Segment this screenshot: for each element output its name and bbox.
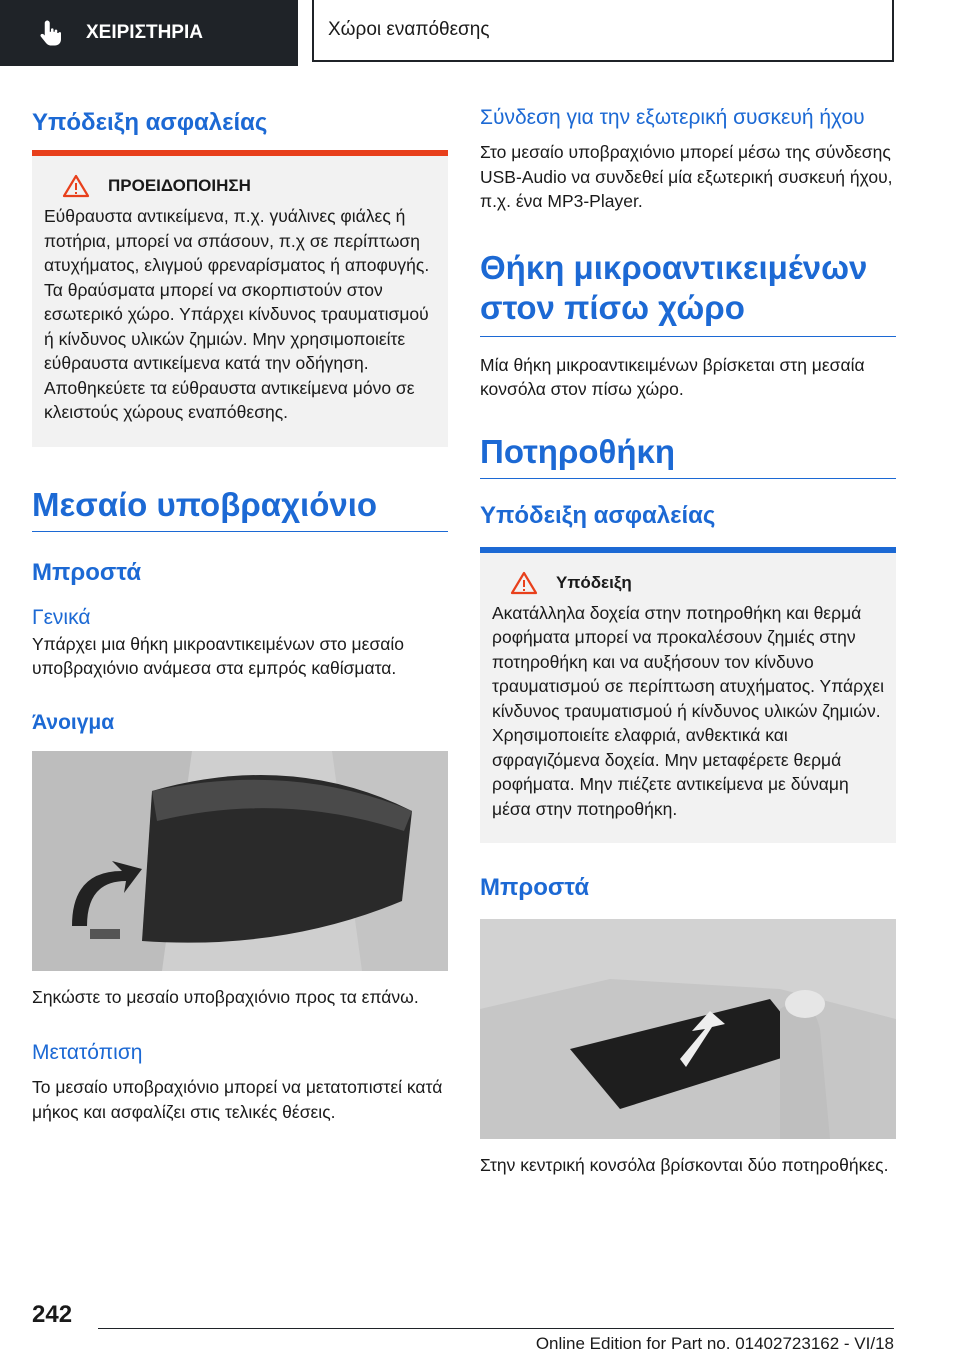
general-heading: Γενικά <box>32 605 91 629</box>
cupholder-safety-heading: Υπόδειξη ασφαλείας <box>480 501 716 529</box>
warning-box <box>32 156 448 447</box>
notice-title <box>492 571 886 595</box>
hand-pointer-icon <box>36 18 66 48</box>
audio-heading: Σύνδεση για την εξωτερική συσκευή ήχου <box>480 106 865 129</box>
rear-text: Μία θήκη μικροαντικειμένων βρίσκεται στη μεσαία κονσόλα στον πίσω χώρο. <box>480 354 865 399</box>
warning-triangle-icon <box>62 174 90 198</box>
shift-text: Το μεσαίο υποβραχιόνιο μπορεί να μετατοπιστεί κατά μήκος και ασφαλίζει στις τελικές θέσεις. <box>32 1077 443 1122</box>
rear-heading: Θήκη μικροαντικειμένων στον πίσω χώρο <box>480 248 896 337</box>
right-column <box>480 66 896 1178</box>
cupholder-front-heading: Μπροστά <box>480 874 590 901</box>
edition-text: Online Edition for Part no. 01402723162 - VI/18 <box>535 1334 894 1353</box>
armrest-heading: Μεσαίο υποβραχιόνιο <box>32 485 448 532</box>
notice-text: Ακατάλληλα δοχεία στην ποτηροθήκη και θερμά ροφήματα μπορεί να προκαλέσουν ζημιές στην ποτηροθήκη και να αυξήσουν τον κίνδυνο τραυματισμού σε περίπτωση ατυχήματος. Υπάρχει κίνδυνος τραυματισμού ή κίνδυνος υλικών ζημιών. Χρησιμοποιείτε ελαφριά, ανθεκτικά και σφραγιζόμενα δοχεία. Μην μεταφέρετε θερμά ροφήματα. Μην πιέζετε αντικείμενα με δύναμη μέσα στην ποτηροθήκη. <box>492 602 884 819</box>
warning-text: Εύθραυστα αντικείμενα, π.χ. γυάλινες φιάλες ή ποτήρια, μπορεί να σπάσουν, π.χ σε περίπτωση ατυχήματος, ελιγμού φρεναρίσματος ή αποφυγής. Τα θραύσματα μπορεί να σκορπιστούν στον εσωτερικό χώρο. Υπάρχει κίνδυνος τραυματισμού ή κίνδυνος υλικών ζημιών. Μην χρησιμοποιείτε εύθραυστα αντικείμενα κατά την οδήγηση. Αποθηκεύετε τα εύθραυστα αντικείμενα μόνο σε κλειστούς χώρους εναπόθεσης. <box>44 206 430 422</box>
general-text: Υπάρχει μια θήκη μικροαντικειμένων στο μεσαίο υποβραχιόνιο ανάμεσα στα εμπρός καθίσματα. <box>32 633 404 678</box>
warning-title <box>44 174 438 198</box>
page-number: 242 <box>32 1301 73 1328</box>
shift-heading: Μετατόπιση <box>32 1041 143 1064</box>
safety-heading: Υπόδειξη ασφαλείας <box>32 109 268 136</box>
cupholder-caption: Στην κεντρική κονσόλα βρίσκονται δύο ποτηροθήκες. <box>480 1155 889 1175</box>
section-tab[interactable] <box>0 0 298 66</box>
notice-triangle-icon <box>510 571 538 595</box>
front-heading: Μπροστά <box>32 558 142 586</box>
opening-heading: Άνοιγμα <box>32 710 115 734</box>
left-column <box>32 66 448 1124</box>
section-title: ΧΕΙΡΙΣΤΗΡΙΑ <box>86 22 203 43</box>
opening-caption: Σηκώστε το μεσαίο υποβραχιόνιο προς τα επάνω. <box>32 986 419 1007</box>
notice-box <box>480 553 896 844</box>
footer-rule <box>98 1328 894 1329</box>
cupholder-photo <box>480 919 896 1139</box>
warning-label: ΠΡΟΕΙΔΟΠΟΙΗΣΗ <box>108 176 251 195</box>
chapter-title: Χώροι εναπόθεσης <box>312 0 894 62</box>
armrest-photo <box>32 751 448 971</box>
audio-text: Στο μεσαίο υποβραχιόνιο μπορεί μέσω της σύνδεσης USB-Audio να συνδεθεί μία εξωτερική συσκευή ήχου, π.χ. ένα MP3-Player. <box>480 142 893 211</box>
cupholder-heading: Ποτηροθήκη <box>480 432 896 479</box>
notice-label: Υπόδειξη <box>556 572 632 592</box>
page-header <box>0 0 960 66</box>
